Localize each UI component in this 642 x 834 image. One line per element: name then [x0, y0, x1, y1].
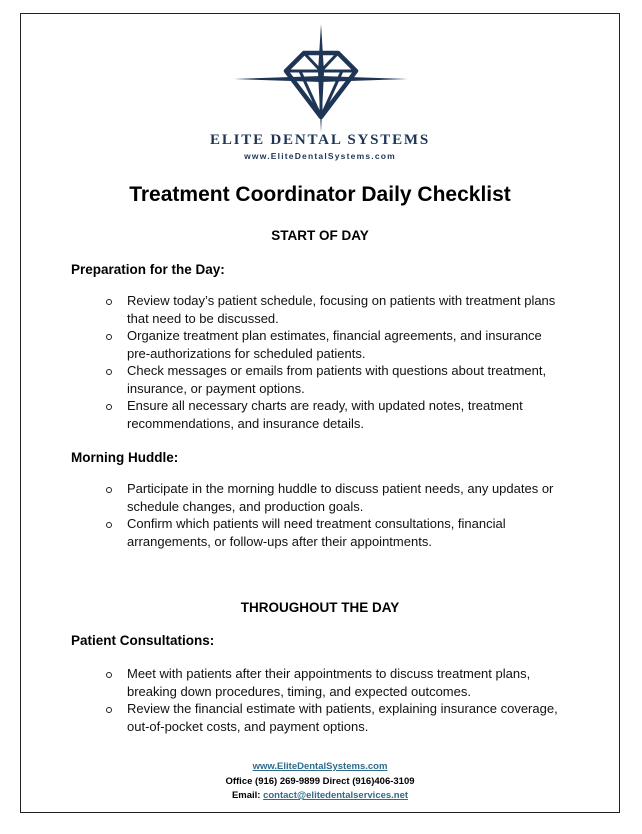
preparation-checklist [127, 292, 567, 432]
footer-email-label: Email: [231, 790, 261, 801]
section-heading-start-of-day: START OF DAY [271, 228, 369, 243]
list-item [127, 665, 567, 700]
item-text: Confirm which patients will need treatment consultations, financial arrangements, or follow-ups after their appointments. [127, 516, 506, 549]
page-title: Treatment Coordinator Daily Checklist [129, 183, 511, 206]
patient-consultations-checklist [127, 665, 567, 735]
brand-name: ELITE DENTAL SYSTEMS [210, 132, 430, 148]
group-heading-preparation: Preparation for the Day: [71, 262, 225, 277]
section-heading-throughout-the-day: THROUGHOUT THE DAY [240, 600, 400, 615]
circle-bullet-icon [106, 404, 112, 410]
circle-bullet-icon [106, 334, 112, 340]
list-item [127, 700, 567, 735]
circle-bullet-icon [106, 672, 112, 678]
brand-website: www.EliteDentalSystems.com [244, 151, 396, 161]
list-item [127, 397, 567, 432]
item-text: Check messages or emails from patients with questions about treatment, insurance, or payment options. [127, 363, 547, 396]
circle-bullet-icon [106, 707, 112, 713]
footer-website-link[interactable]: www.EliteDentalSystems.com [252, 761, 388, 772]
morning-huddle-checklist [127, 480, 567, 550]
item-text: Review the financial estimate with patients, explaining insurance coverage, out-of-pocket costs, and payment options. [127, 701, 558, 734]
group-heading-patient-consultations: Patient Consultations: [71, 633, 215, 648]
circle-bullet-icon [106, 369, 112, 375]
circle-bullet-icon [106, 522, 112, 528]
footer-email-link[interactable]: contact@elitedentalservices.net [263, 790, 409, 801]
document-page [20, 13, 620, 813]
list-item [127, 292, 567, 327]
page-footer [21, 760, 619, 804]
list-item [127, 480, 567, 515]
list-item [127, 515, 567, 550]
item-text: Review today’s patient schedule, focusing on patients with treatment plans that need to be discussed. [127, 293, 556, 326]
footer-phone-numbers: Office (916) 269-9899 Direct (916)406-3109 [225, 775, 415, 787]
list-item [127, 362, 567, 397]
diamond-logo-icon [234, 24, 408, 132]
list-item [127, 327, 567, 362]
group-heading-morning-huddle: Morning Huddle: [71, 450, 179, 465]
item-text: Ensure all necessary charts are ready, with updated notes, treatment recommendations, and insurance details. [127, 398, 523, 431]
circle-bullet-icon [106, 299, 112, 305]
item-text: Organize treatment plan estimates, financial agreements, and insurance pre-authorizations for scheduled patients. [127, 328, 542, 361]
item-text: Meet with patients after their appointments to discuss treatment plans, breaking down procedures, timing, and expected outcomes. [127, 666, 531, 699]
item-text: Participate in the morning huddle to discuss patient needs, any updates or schedule changes, and production goals. [127, 481, 554, 514]
circle-bullet-icon [106, 487, 112, 493]
